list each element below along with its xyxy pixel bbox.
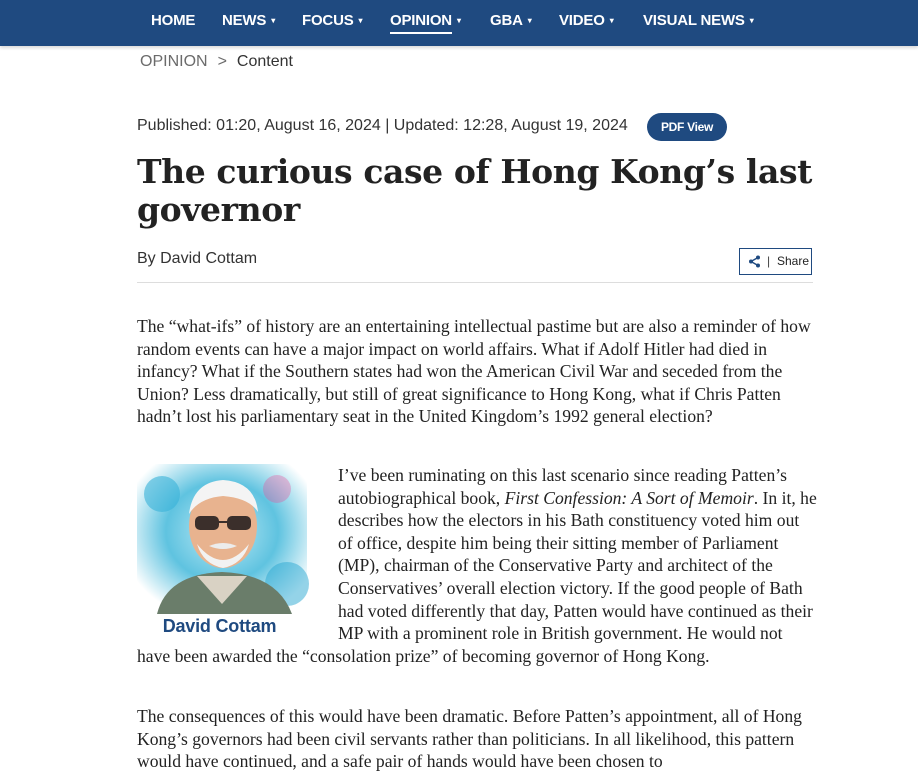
breadcrumb-current: Content [236,53,293,70]
breadcrumb [140,52,293,72]
share-label: Share [777,254,810,268]
author-illustration [137,464,317,614]
author-caption: David Cottam [162,616,277,636]
article-paragraph-3: The consequences of this would have been dramatic. Before Patten’s appointment, all of Hong Kong’s governors had been civil servants rather than politicians. In all likelihood, this pattern would have continued, and a safe pair of hands would have been chosen to [137,706,802,772]
publish-date: Published: 01:20, August 16, 2024 | Updated: 12:28, August 19, 2024 [137,117,628,134]
chevron-down-icon: ▾ [271,16,276,25]
header-divider [137,282,813,283]
share-separator: | [767,254,771,268]
paragraph-2-text-a: I’ve been ruminating on this last scenario since reading Patten’s autobiographical book, [338,465,788,508]
nav-visual-news[interactable] [643,0,754,44]
nav-visual-news-label: VISUAL NEWS [643,12,745,29]
chevron-down-icon: ▾ [358,16,363,25]
article-paragraph-1: The “what-ifs” of history are an entertaining intellectual pastime but are also a reminder of how random events can have a major impact on world affairs. What if Adolf Hitler had died in infancy? What if the Southern states had won the American Civil War and seceded from the Union? Less dramatically, but still of great significance to Hong Kong, what if Chris Patten hadn’t lost his parliamentary seat in the United Kingdom’s 1992 general election? [137,316,811,427]
nav-gba[interactable] [490,0,532,44]
nav-news-label: NEWS [222,12,267,29]
chevron-down-icon: ▾ [609,16,614,25]
nav-video-label: VIDEO [559,12,605,29]
top-nav [0,0,918,46]
share-icon [748,255,761,268]
chevron-down-icon: ▾ [527,16,532,25]
share-button[interactable] [739,248,812,275]
chevron-down-icon: ▾ [749,16,754,25]
book-title: First Confession: A Sort of Memoir [504,487,754,508]
nav-home-label: HOME [151,12,196,29]
author-portrait [137,464,317,636]
nav-video[interactable] [559,0,614,44]
breadcrumb-opinion-link[interactable]: OPINION [140,53,208,70]
nav-focus-label: FOCUS [302,12,354,29]
breadcrumb-separator: > [217,53,227,70]
article-headline: The curious case of Hong Kong’s last governor [137,152,813,229]
nav-gba-label: GBA [490,12,523,29]
article-paragraph-2 [137,464,817,667]
pdf-view-button[interactable]: PDF View [647,113,727,141]
nav-opinion-label: OPINION [390,12,452,34]
paragraph-2-text-b: . In it, he describes how the electors in his Bath constituency voted him out of office, despite him being their sitting member of Parliament (MP), chairman of the Conservative Party and architect of the Conservatives’ overall election victory. If the good people of Bath had voted differently that day, Patten would have continued as their MP with a prominent role in British government. He would not have been awarded the “consolation prize” of becoming governor of Hong Kong. [137,487,817,666]
nav-news[interactable] [222,0,275,44]
nav-opinion[interactable] [390,0,461,44]
nav-focus[interactable] [302,0,362,44]
byline: By David Cottam [137,250,258,267]
nav-home[interactable] [151,0,195,44]
chevron-down-icon: ▾ [456,16,461,25]
